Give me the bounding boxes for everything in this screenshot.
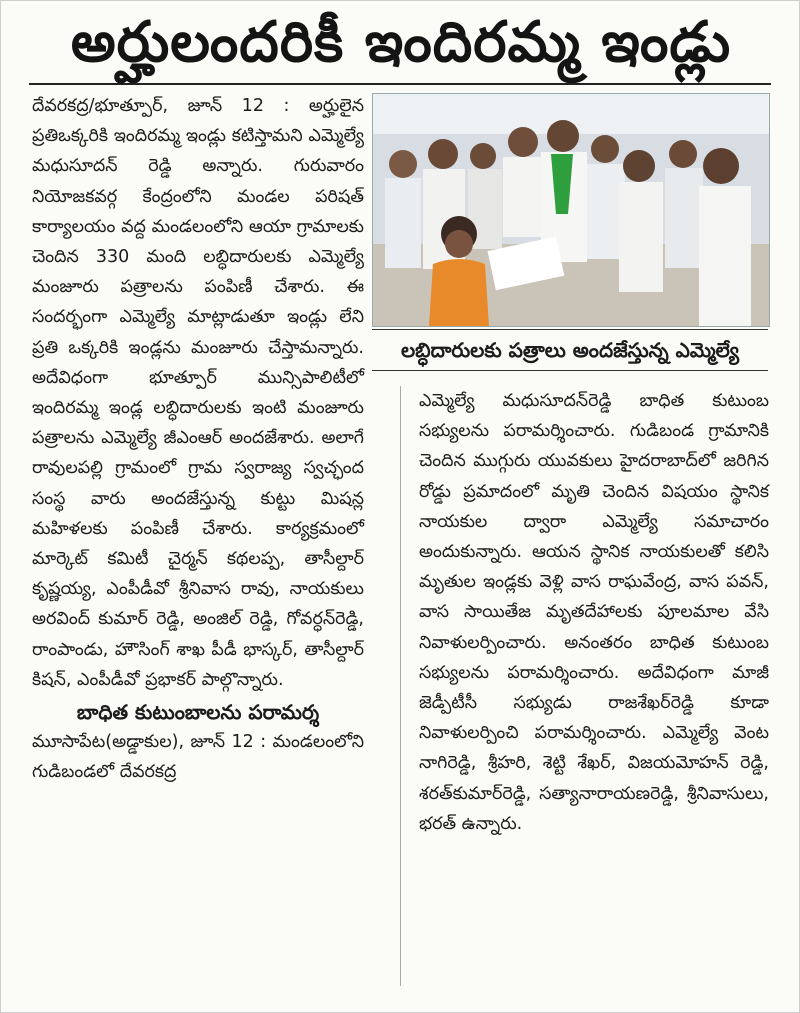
sub-headline: బాధిత కుటుంబాలను పరామర్శ bbox=[76, 700, 320, 725]
right-column bbox=[419, 386, 769, 839]
news-photo bbox=[372, 93, 770, 327]
photo-illustration bbox=[373, 94, 769, 326]
headline-rule bbox=[29, 83, 771, 85]
column-divider bbox=[400, 386, 401, 986]
left-body-text: దేవరకద్ర/భూత్పూర్, జూన్ 12 : అర్హులైన ప్రతిఒక్కరికి ఇందిరమ్మ ఇండ్లు కటిస్తామని ఎమ్మెల్యే మధుసూదన్ రెడ్డి అన్నారు. గురువారం నియోజకవర్గ కేంద్రంలోని మండల పరిషత్ కార్యాలయం వద్ద మండలంలోని ఆయా గ్రామాలకు చెందిన 330 మంది లబ్ధిదారులకు ఎమ్మెల్యే మంజూరు పత్రాలను పంపిణీ చేశారు. ఈ సందర్భంగా ఎమ్మెల్యే మాట్లాడుతూ ఇండ్లు లేని ప్రతి ఒక్కరికి ఇండ్లను మంజూరు చేస్తామన్నారు. అదేవిధంగా భూత్పూర్ మున్సిపాలిటీలో ఇందిరమ్మ ఇండ్ల లబ్ధిదారులకు ఇంటి మంజూరు పత్రాలను ఎమ్మెల్యే జీఎంఆర్ అందజేశారు. అలాగే రావులపల్లి గ్రామంలో గ్రామ స్వరాజ్య స్వచ్ఛంద సంస్థ వారు అందజేస్తున్న కుట్టు మిషన్ల మహిళలకు పంపిణీ చేశారు. కార్యక్రమంలో మార్కెట్ కమిటీ చైర్మన్ కథలప్ప, తాసీల్దార్ కృష్ణయ్య, ఎంపీడీవో శ్రీనివాస రావు, నాయకులు అరవింద్ కుమార్ రెడ్డి, అంజిల్ రెడ్డి, గోవర్ధన్‌రెడ్డి, రాంపాండు, హౌసింగ్ శాఖ పీడీ భాస్కర్, తాసీల్దార్ కిషన్, ఎంపీడీవో ప్రభాకర్ పాల్గొన్నారు. bbox=[32, 96, 364, 690]
photo-caption: లబ్ధిదారులకు పత్రాలు అందజేస్తున్న ఎమ్మెల్యే bbox=[372, 329, 768, 371]
right-body-text: ఎమ్మెల్యే మధుసూదన్‌రెడ్డి బాధిత కుటుంబ సభ్యులను పరామర్శించారు. గుడిబండ గ్రామానికి చెందిన ముగ్గురు యువకులు హైదరాబాద్‌లో జరిగిన రోడ్డు ప్రమాదంలో మృతి చెందిన విషయం స్థానిక నాయకుల ద్వారా ఎమ్మెల్యే సమాచారం అందుకున్నారు. ఆయన స్థానిక నాయకులతో కలిసి మృతుల ఇండ్లకు వెళ్లి వాస రాఘవేంద్ర, వాస పవన్, వాస సాయితేజ మృతదేహాలకు పూలమాల వేసి నివాళులర్పించారు. అనంతరం బాధిత కుటుంబ సభ్యులను పరామర్శించారు. అదేవిధంగా మాజీ జెడ్పీటీసీ సభ్యుడు రాజశేఖర్‌రెడ్డి కూడా నివాళులర్పించి పరామర్శించారు. ఎమ్మెల్యే వెంట నాగిరెడ్డి, శ్రీహరి, శెట్టి శేఖర్, విజయమోహన్ రెడ్డి, శరత్‌కుమార్‌రెడ్డి, సత్యానారాయణరెడ్డి, శ్రీనివాసులు, భరత్ ఉన్నారు. bbox=[419, 391, 769, 834]
article-headline: అర్హులందరికీ ఇందిరమ్మ ఇండ్లు bbox=[70, 10, 732, 75]
left-body-text-2: మూసాపేట(అడ్డాకుల), జూన్ 12 : మండలంలోని గుడిబండలో దేవరకద్ర bbox=[32, 732, 364, 783]
left-column bbox=[32, 91, 364, 787]
